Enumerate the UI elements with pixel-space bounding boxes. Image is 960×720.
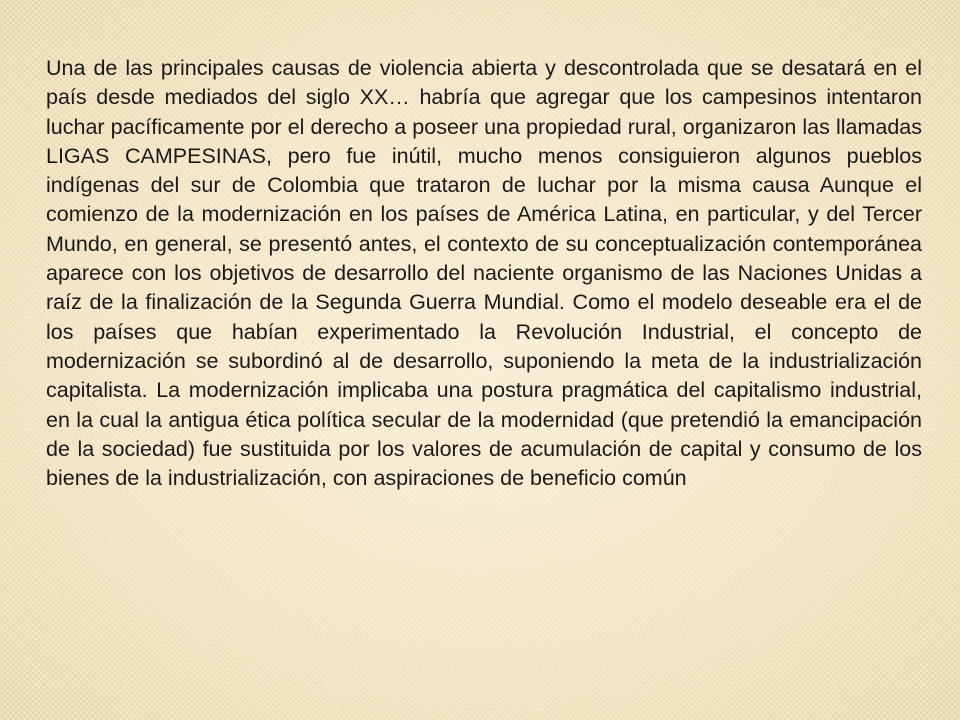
slide-body-text: Una de las principales causas de violencia abierta y descontrolada que se desatará en el país desde mediados del siglo XX… habría que agregar que los campesinos intentaron luchar pacíficamente por el derecho a poseer una propiedad rural, organizaron las llamadas LIGAS CAMPESINAS, pero fue inútil, mucho menos consiguieron algunos pueblos indígenas del sur de Colombia que trataron de luchar por la misma causa Aunque el comienzo de la modernización en los países de América Latina, en particular, y del Tercer Mundo, en general, se presentó antes, el contexto de su conceptualización contemporánea aparece con los objetivos de desarrollo del naciente organismo de las Naciones Unidas a raíz de la finalización de la Segunda Guerra Mundial. Como el modelo deseable era el de los países que habían experimentado la Revolución Industrial, el concepto de modernización se subordinó al de desarrollo, suponiendo la meta de la industrialización capitalista. La modernización implicaba una postura pragmática del capitalismo industrial, en la cual la antigua ética política secular de la modernidad (que pretendió la emancipación de la sociedad) fue sustituida por los valores de acumulación de capital y consumo de los bienes de la industrialización, con aspiraciones de beneficio común <box>46 56 922 491</box>
